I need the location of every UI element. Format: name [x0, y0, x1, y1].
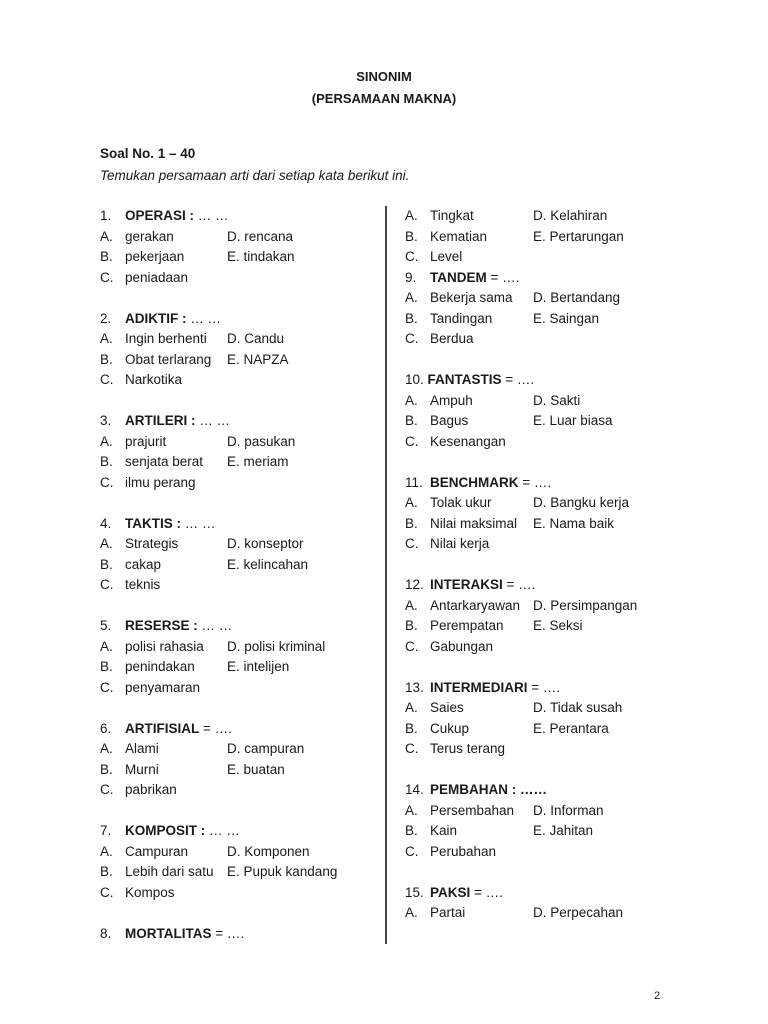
- option-text: Campuran: [125, 843, 189, 859]
- question-line: [405, 370, 665, 391]
- option-line: [100, 678, 380, 699]
- blank-line: [405, 555, 665, 576]
- option-text: gerakan: [125, 228, 174, 244]
- option-text: Tolak ukur: [430, 495, 492, 510]
- option-line: [100, 432, 380, 453]
- question-keyword: TAKTIS :: [125, 515, 181, 531]
- option-text: Alami: [125, 741, 159, 756]
- option-text-secondary: D. Bertandang: [533, 290, 621, 305]
- question-line: [405, 473, 665, 494]
- option-text-secondary: D. Komponen: [227, 843, 310, 859]
- option-letter: A.: [405, 392, 418, 408]
- option-letter: C.: [100, 884, 114, 900]
- option-line: [405, 309, 665, 330]
- question-term: [430, 678, 560, 699]
- page-number: 2: [654, 990, 661, 1002]
- option-text-secondary: E. Jahitan: [533, 823, 594, 838]
- option-text: Bagus: [430, 413, 469, 428]
- question-line: [405, 883, 665, 904]
- option-letter: A.: [100, 741, 113, 756]
- question-keyword: KOMPOSIT :: [125, 823, 206, 838]
- option-text: Kesenangan: [430, 433, 506, 449]
- option-line: [405, 616, 665, 637]
- option-text: Tingkat: [430, 208, 474, 223]
- question-line: [100, 821, 380, 842]
- option-text: Nilai kerja: [430, 536, 490, 551]
- option-letter: A.: [100, 228, 113, 244]
- option-line: [405, 842, 665, 863]
- left-question-column: [100, 206, 380, 944]
- option-letter: A.: [100, 843, 113, 859]
- option-text: penindakan: [125, 659, 195, 674]
- option-line: [405, 637, 665, 658]
- question-keyword: PAKSI: [430, 884, 471, 900]
- option-text: Ingin berhenti: [125, 331, 207, 346]
- option-letter: C.: [100, 269, 114, 285]
- option-text: Terus terang: [430, 741, 506, 756]
- option-text-secondary: D. Kelahiran: [533, 208, 608, 223]
- option-letter: B.: [100, 556, 113, 572]
- question-blank: … …: [195, 413, 231, 428]
- question-number: 11.: [405, 474, 423, 490]
- option-letter: A.: [405, 802, 418, 818]
- option-text: peniadaan: [125, 269, 189, 285]
- option-letter: B.: [405, 618, 418, 633]
- option-letter: B.: [405, 310, 418, 326]
- option-line: [405, 206, 665, 227]
- question-blank: … …: [197, 618, 233, 633]
- question-term: [405, 370, 534, 391]
- option-text: cakap: [125, 556, 162, 572]
- page-title: SINONIM: [356, 69, 412, 84]
- option-text: senjata berat: [125, 454, 204, 469]
- question-blank: … …: [181, 515, 216, 531]
- blank-line: [405, 350, 665, 371]
- question-term: [125, 821, 240, 842]
- question-blank: … …: [194, 208, 229, 223]
- question-term: [125, 924, 244, 945]
- blank-line: [100, 801, 380, 822]
- option-letter: A.: [405, 208, 418, 223]
- question-blank: = ….: [211, 925, 245, 941]
- option-line: [100, 473, 380, 494]
- option-letter: C.: [100, 474, 114, 490]
- option-letter: A.: [405, 700, 418, 715]
- question-number: 1.: [100, 208, 112, 223]
- question-term: [125, 514, 216, 535]
- question-number: 5.: [100, 618, 112, 633]
- question-term: [125, 309, 221, 330]
- option-text-secondary: E. NAPZA: [227, 351, 289, 367]
- question-number: 3.: [100, 413, 112, 428]
- blank-line: [405, 862, 665, 883]
- option-text-secondary: E. buatan: [227, 761, 285, 777]
- option-text: Persembahan: [430, 802, 515, 818]
- option-letter: A.: [100, 331, 113, 346]
- option-line: [100, 247, 380, 268]
- option-letter: B.: [100, 454, 113, 469]
- option-text: Narkotika: [125, 372, 183, 387]
- question-term: [430, 268, 519, 289]
- option-line: [405, 903, 665, 924]
- option-text-secondary: D. rencana: [227, 228, 294, 244]
- option-line: [100, 760, 380, 781]
- blank-line: [100, 903, 380, 924]
- question-term: [125, 206, 229, 227]
- option-letter: A.: [405, 597, 418, 613]
- question-number: 13.: [405, 679, 424, 695]
- option-letter: B.: [100, 761, 113, 777]
- option-text: Bekerja sama: [430, 290, 513, 305]
- question-keyword: OPERASI :: [125, 208, 195, 223]
- question-blank: = ….: [518, 474, 552, 490]
- question-number: 10.: [405, 372, 424, 387]
- option-text-secondary: E. Saingan: [533, 310, 600, 326]
- question-keyword: ARTIFISIAL: [125, 720, 200, 736]
- option-line: [100, 452, 380, 473]
- option-letter: B.: [100, 659, 113, 674]
- option-line: [405, 391, 665, 412]
- question-keyword: BENCHMARK: [430, 474, 519, 490]
- blank-line: [100, 391, 380, 412]
- option-letter: B.: [405, 228, 418, 244]
- option-letter: B.: [405, 720, 418, 736]
- question-keyword: INTERMEDIARI: [430, 679, 528, 695]
- option-text: penyamaran: [125, 679, 201, 695]
- option-text-secondary: E. Pertarungan: [533, 228, 624, 244]
- option-line: [405, 596, 665, 617]
- option-text-secondary: E. Luar biasa: [533, 413, 613, 428]
- option-text: Kematian: [430, 228, 488, 244]
- option-text: Strategis: [125, 536, 179, 551]
- blank-line: [405, 760, 665, 781]
- option-text: Obat terlarang: [125, 351, 212, 367]
- option-text: Lebih dari satu: [125, 864, 214, 879]
- option-letter: B.: [405, 413, 418, 428]
- blank-line: [100, 288, 380, 309]
- question-number: 6.: [100, 720, 112, 736]
- option-text: Murni: [125, 761, 159, 777]
- option-letter: C.: [100, 679, 114, 695]
- question-number: 2.: [100, 310, 112, 326]
- option-text-secondary: E. Perantara: [533, 720, 609, 736]
- question-number: 15.: [405, 884, 424, 900]
- blank-line: [100, 493, 380, 514]
- question-number: 7.: [100, 823, 112, 838]
- question-keyword: PEMBAHAN : ……: [430, 782, 547, 797]
- option-letter: C.: [100, 577, 114, 592]
- question-keyword: MORTALITAS: [125, 925, 212, 941]
- option-text: Partai: [430, 905, 466, 920]
- option-letter: C.: [405, 433, 419, 449]
- page-subtitle: (PERSAMAAN MAKNA): [311, 91, 457, 106]
- question-blank: = ….: [486, 269, 520, 285]
- option-text-secondary: D. konseptor: [227, 536, 304, 551]
- question-blank: = ….: [470, 884, 503, 900]
- option-text: Ampuh: [430, 392, 473, 408]
- option-text-secondary: D. Persimpangan: [533, 597, 638, 613]
- question-term: [125, 719, 232, 740]
- option-line: [405, 411, 665, 432]
- option-letter: B.: [405, 515, 418, 531]
- option-text-secondary: E. tindakan: [227, 249, 295, 264]
- question-line: [405, 575, 665, 596]
- option-line: [100, 329, 380, 350]
- option-text-secondary: D. campuran: [227, 741, 305, 756]
- option-text-secondary: D. Bangku kerja: [533, 495, 630, 510]
- option-text-secondary: E. Seksi: [533, 618, 583, 633]
- option-line: [100, 555, 380, 576]
- question-number: 9.: [405, 269, 417, 285]
- question-keyword: RESERSE :: [125, 618, 198, 633]
- question-term: [430, 575, 535, 596]
- question-blank: = ….: [527, 679, 561, 695]
- column-divider: [385, 206, 387, 944]
- option-letter: C.: [100, 782, 114, 797]
- option-line: [405, 493, 665, 514]
- option-text: Nilai maksimal: [430, 515, 518, 531]
- option-line: [405, 514, 665, 535]
- option-line: [405, 698, 665, 719]
- option-text-secondary: E. meriam: [227, 454, 289, 469]
- option-line: [405, 821, 665, 842]
- question-keyword: TANDEM: [430, 269, 487, 285]
- option-line: [405, 329, 665, 350]
- question-line: [405, 780, 665, 801]
- option-line: [100, 370, 380, 391]
- option-letter: A.: [100, 638, 113, 654]
- option-letter: B.: [100, 864, 113, 879]
- question-number: 14.: [405, 782, 424, 797]
- option-text: Kain: [430, 823, 458, 838]
- option-text-secondary: D. Perpecahan: [533, 905, 624, 920]
- option-line: [100, 780, 380, 801]
- option-line: [405, 227, 665, 248]
- option-text: Kompos: [125, 884, 175, 900]
- option-line: [100, 739, 380, 760]
- option-text: Saies: [430, 700, 464, 715]
- soal-range: Soal No. 1 – 40: [100, 146, 196, 161]
- option-letter: A.: [405, 290, 418, 305]
- question-keyword: FANTASTIS: [427, 372, 502, 387]
- option-text-secondary: D. Sakti: [533, 392, 581, 408]
- option-text-secondary: D. Informan: [533, 802, 604, 818]
- option-letter: B.: [100, 351, 113, 367]
- option-line: [405, 739, 665, 760]
- option-letter: C.: [100, 372, 114, 387]
- option-text: teknis: [125, 577, 161, 592]
- question-line: [405, 678, 665, 699]
- question-blank: = ….: [501, 372, 535, 387]
- option-text: polisi rahasia: [125, 638, 204, 654]
- question-blank: … …: [205, 823, 240, 838]
- option-text-secondary: D. Candu: [227, 331, 285, 346]
- right-question-column: [405, 206, 665, 924]
- option-letter: C.: [405, 331, 419, 346]
- question-keyword: ADIKTIF :: [125, 310, 187, 326]
- option-line: [100, 350, 380, 371]
- option-letter: A.: [100, 433, 113, 449]
- option-text: Perubahan: [430, 843, 497, 859]
- option-letter: C.: [405, 249, 419, 264]
- option-text-secondary: E. kelincahan: [227, 556, 309, 572]
- option-line: [405, 801, 665, 822]
- question-number: 8.: [100, 925, 112, 941]
- option-line: [100, 227, 380, 248]
- option-line: [405, 432, 665, 453]
- option-letter: B.: [405, 823, 418, 838]
- option-line: [100, 657, 380, 678]
- question-line: [405, 268, 665, 289]
- option-letter: C.: [405, 843, 419, 859]
- option-line: [100, 883, 380, 904]
- option-line: [100, 842, 380, 863]
- option-line: [100, 534, 380, 555]
- option-text: Level: [430, 249, 463, 264]
- option-letter: A.: [100, 536, 113, 551]
- blank-line: [100, 698, 380, 719]
- option-letter: C.: [405, 638, 419, 654]
- question-blank: … …: [186, 310, 222, 326]
- option-line: [100, 637, 380, 658]
- option-text: prajurit: [125, 433, 167, 449]
- option-text: Perempatan: [430, 618, 504, 633]
- blank-line: [405, 452, 665, 473]
- question-number: 12.: [405, 577, 424, 592]
- question-term: [430, 883, 503, 904]
- question-line: [100, 309, 380, 330]
- option-text: Antarkaryawan: [430, 597, 521, 613]
- option-text-secondary: E. Pupuk kandang: [227, 864, 338, 879]
- question-blank: = ….: [502, 577, 536, 592]
- option-letter: C.: [405, 741, 419, 756]
- option-line: [405, 534, 665, 555]
- option-text: pabrikan: [125, 782, 177, 797]
- question-term: [430, 473, 551, 494]
- instruction-text: Temukan persamaan arti dari setiap kata berikut ini.: [100, 168, 410, 183]
- option-text: Cukup: [430, 720, 470, 736]
- question-keyword: ARTILERI :: [125, 413, 196, 428]
- option-letter: A.: [405, 905, 418, 920]
- blank-line: [405, 657, 665, 678]
- option-text: pekerjaan: [125, 249, 185, 264]
- question-blank: = ….: [199, 720, 232, 736]
- option-text: Berdua: [430, 331, 474, 346]
- option-text: ilmu perang: [125, 474, 196, 490]
- option-text-secondary: D. polisi kriminal: [227, 638, 326, 654]
- option-text-secondary: D. Tidak susah: [533, 700, 623, 715]
- question-line: [100, 206, 380, 227]
- question-term: [125, 411, 230, 432]
- question-line: [100, 411, 380, 432]
- option-text-secondary: E. Nama baik: [533, 515, 615, 531]
- question-term: [430, 780, 547, 801]
- blank-line: [100, 596, 380, 617]
- option-line: [405, 247, 665, 268]
- question-line: [100, 719, 380, 740]
- option-line: [100, 575, 380, 596]
- option-text: Gabungan: [430, 638, 494, 654]
- option-letter: A.: [405, 495, 418, 510]
- option-letter: B.: [100, 249, 113, 264]
- question-keyword: INTERAKSI: [430, 577, 503, 592]
- question-line: [100, 616, 380, 637]
- option-text-secondary: E. intelijen: [227, 659, 290, 674]
- question-number: 4.: [100, 515, 112, 531]
- question-line: [100, 924, 380, 945]
- option-letter: C.: [405, 536, 419, 551]
- option-text: Tandingan: [430, 310, 493, 326]
- question-term: [125, 616, 232, 637]
- option-line: [405, 719, 665, 740]
- option-line: [100, 862, 380, 883]
- option-line: [405, 288, 665, 309]
- option-line: [100, 268, 380, 289]
- question-line: [100, 514, 380, 535]
- option-text-secondary: D. pasukan: [227, 433, 296, 449]
